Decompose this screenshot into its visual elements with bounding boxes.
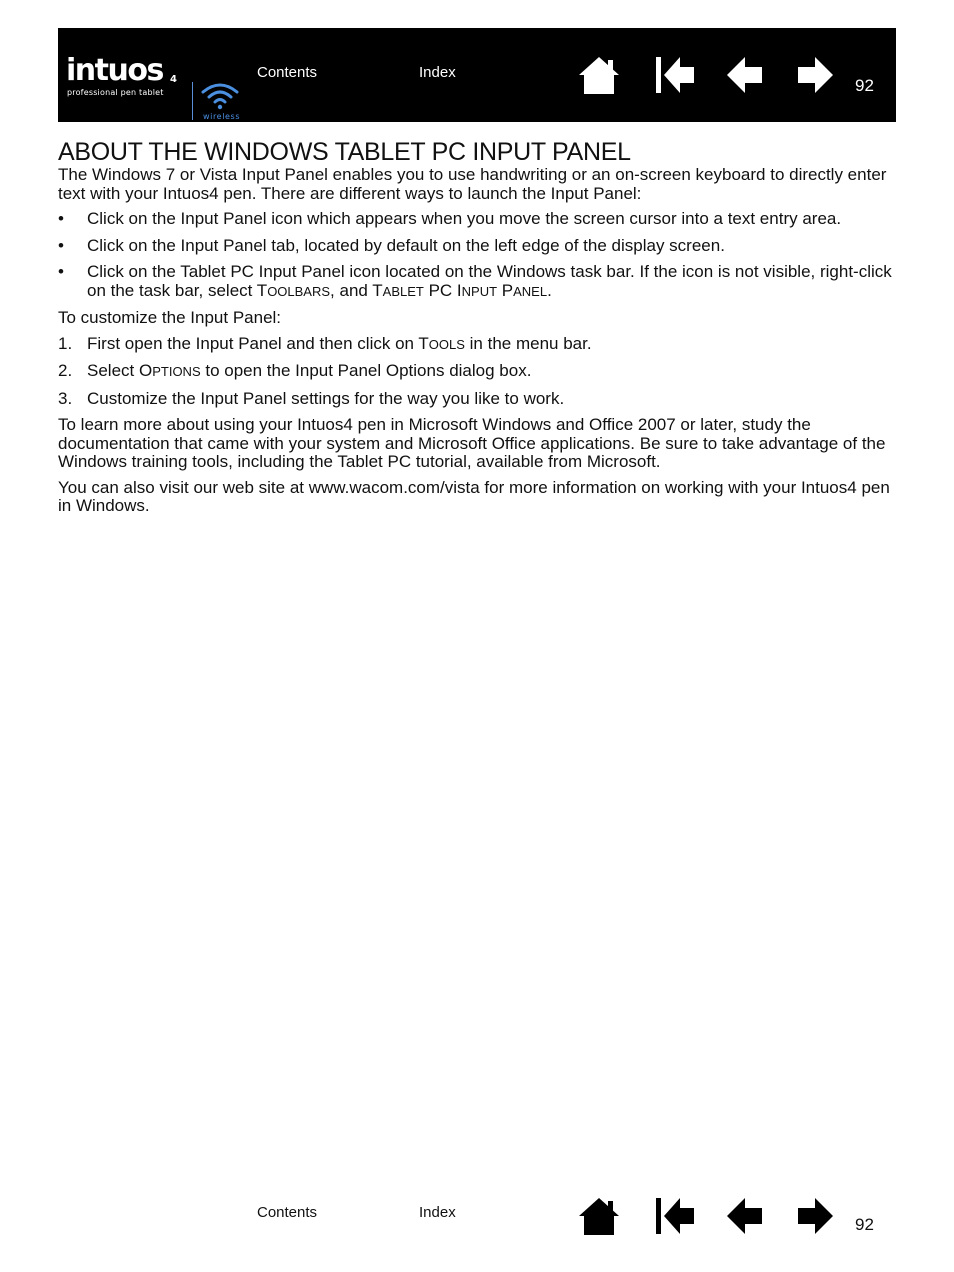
footer-page-number: 92 [855,1215,874,1234]
learn-more-paragraph: To learn more about using your Intuos4 pen in Microsoft Windows and Office 2007 or later, study the documentation that came with your system and Microsoft Office applications. Be sure to take advantage of the Windows training tools, including the Tablet PC tutorial, available from Microsoft. [58,415,886,471]
list-item: • Click on the Input Panel tab, located by default on the left edge of the display screen. [58,235,725,255]
next-page-icon[interactable] [794,54,836,96]
toolbars-menu-term: TOOLBARS [256,280,331,300]
next-page-icon[interactable] [794,1195,836,1237]
bullet-marker: • [58,209,64,228]
list-item: 2. Select OPTIONS to open the Input Panel Options dialog box. [58,361,532,380]
customize-intro: To customize the Input Panel: [58,308,282,327]
intuos-logo [66,52,241,121]
previous-page-icon[interactable] [724,54,766,96]
page-title: ABOUT THE WINDOWS TABLET PC INPUT PANEL [58,138,631,166]
article-body [58,138,896,523]
page-number: 92 [855,76,874,95]
first-page-icon[interactable] [654,1195,696,1237]
visit-website-paragraph: You can also visit our web site at www.wacom.com/vista for more information on working with your Intuos4 pen in Windows. [58,477,890,515]
home-icon[interactable] [578,54,620,96]
logo-wordmark: intuos [66,53,163,88]
logo-wireless-label: wireless [203,112,241,121]
launch-methods-list [58,210,896,301]
step-number: 2. [58,361,73,380]
intro-paragraph: The Windows 7 or Vista Input Panel enables you to use handwriting or an on-screen keyboard to directly enter text with your Intuos4 pen. There are different ways to launch the Input Panel: [58,165,887,203]
contents-link[interactable]: Contents [257,64,318,81]
step-number: 1. [58,333,73,353]
footer-contents-link[interactable]: Contents [257,1204,318,1221]
bullet-marker: • [58,262,64,281]
previous-page-icon[interactable] [724,1195,766,1237]
footer-index-link[interactable]: Index [419,1204,456,1221]
first-page-icon[interactable] [654,54,696,96]
list-item: • Click on the Tablet PC Input Panel icon located on the Windows task bar. If the icon is not visible, right-click on the task bar, select TOOLBARS, and TABLET PC INPUT PANEL. [58,262,892,300]
options-menu-term: OPTIONS [138,361,201,380]
list-item: • Click on the Input Panel icon which appears when you move the screen cursor into a text entry area. [58,209,842,228]
footer-nav [58,1190,896,1250]
list-item: 3. Customize the Input Panel settings for the way you like to work. [58,388,565,408]
list-item: 1. First open the Input Panel and then click on TOOLS in the menu bar. [58,333,592,353]
index-link[interactable]: Index [419,64,456,81]
wireless-icon [200,80,240,110]
logo-divider [192,82,193,120]
header-bar [58,28,896,122]
tools-menu-term: TOOLS [418,333,465,353]
logo-tagline: professional pen tablet [67,88,164,97]
tablet-pc-input-panel-term: TABLET PC INPUT PANEL [372,280,548,300]
logo-model-number: 4 [170,74,177,85]
home-icon[interactable] [578,1195,620,1237]
step-number: 3. [58,388,73,408]
bullet-marker: • [58,235,64,255]
customize-steps-list [58,335,896,409]
